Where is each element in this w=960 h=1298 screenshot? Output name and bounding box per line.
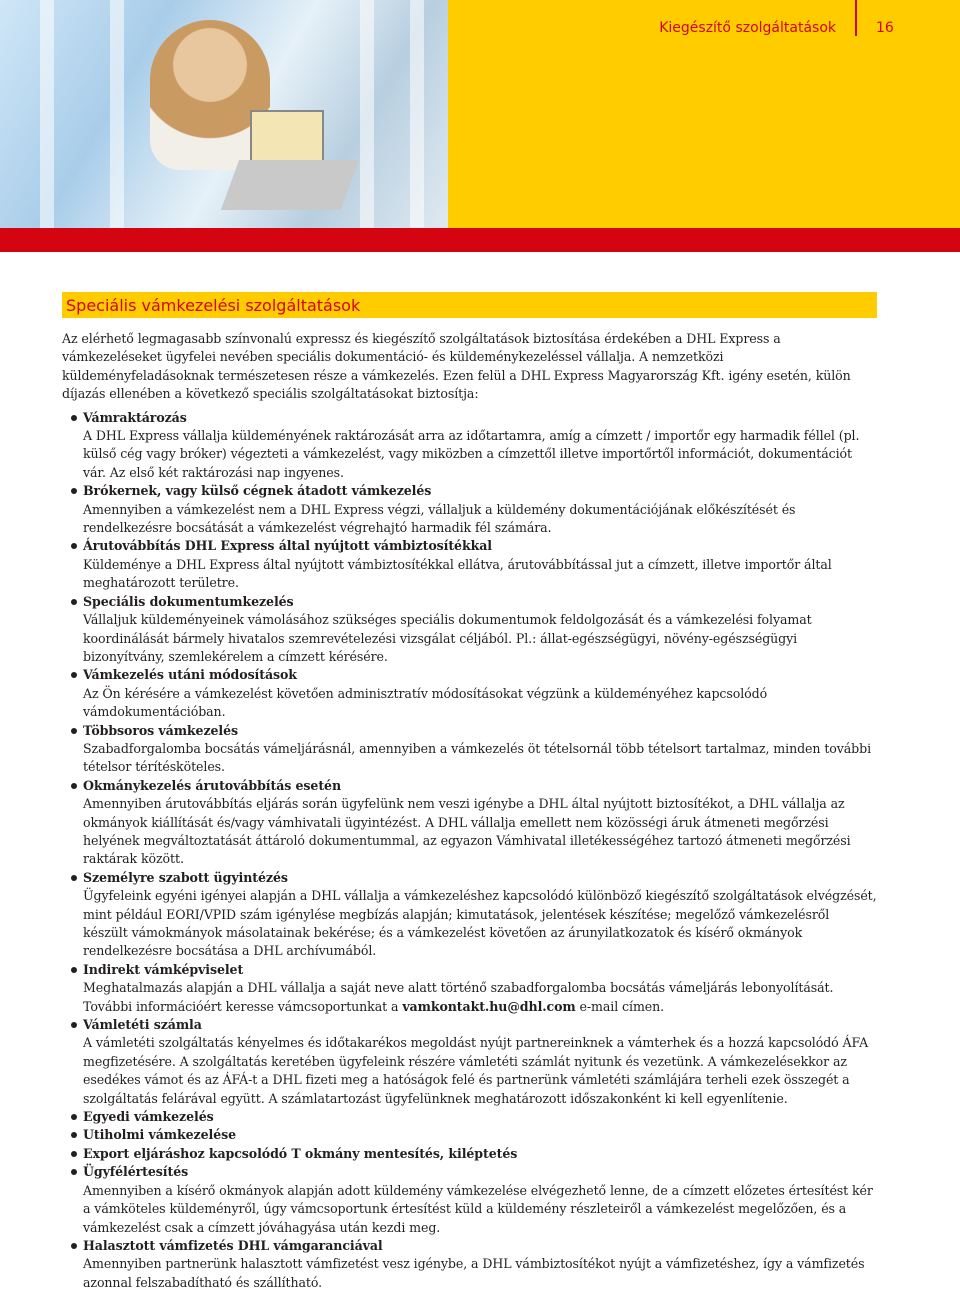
- list-item: [62, 869, 877, 961]
- bullet-icon: [71, 415, 77, 421]
- item-title: Vámkezelés utáni módosítások: [83, 667, 297, 683]
- page-number: 16: [876, 20, 894, 36]
- item-title: Speciális dokumentumkezelés: [83, 593, 294, 609]
- bullet-icon: [71, 488, 77, 494]
- laptop-base: [221, 160, 359, 210]
- bullet-icon: [71, 1169, 77, 1175]
- item-title: Indirekt vámképviselet: [83, 961, 244, 977]
- list-item: [62, 1145, 877, 1163]
- list-item: [62, 593, 877, 667]
- item-body: A vámletéti szolgáltatás kényelmes és időtakarékos megoldást nyújt partnereinknek a vámterhek és a hozzá kapcsolódó ÁFA megfizetésére. A szolgáltatás keretében ügyfeleink részére vámletéti számlát nyitunk és vezetünk. A vámkezelésekkor az esedékes vámot és az ÁFÁ-t a DHL fizeti meg a hatóságok felé és partnerünk vámletéti számlájára terheli ezek összegét a szolgáltatás felárával együtt. A számlatartozást ügyfelünknek meghatározott időszakonként ki kell egyenlítenie.: [83, 1035, 869, 1106]
- item-body: [83, 979, 877, 1016]
- item-body-text: Meghatalmazás alapján a DHL vállalja a saját neve alatt történő szabadforgalomba bocsátás vámeljárás lebonyolítását. További információért keresse vámcsoportunkat a: [83, 980, 834, 1014]
- item-title: Többsoros vámkezelés: [83, 722, 239, 738]
- window-frame: [40, 0, 54, 228]
- bullet-icon: [71, 1132, 77, 1138]
- list-item: [62, 1126, 877, 1144]
- item-title: Export eljáráshoz kapcsolódó T okmány mentesítés, kiléptetés: [83, 1145, 518, 1161]
- bullet-icon: [71, 543, 77, 549]
- list-item: [62, 722, 877, 777]
- bullet-icon: [71, 783, 77, 789]
- bullet-icon: [71, 875, 77, 881]
- item-body: Vállaljuk küldeményeinek vámolásához szükséges speciális dokumentumok feldolgozását és a vámkezelési folyamat koordinálását bármely hivatalos szemrevételezési vizsgálat céljából. Pl.: állat-egészségügyi, növény-egészségügyi bizonyítvány, szemlekérelem a címzett kérésére.: [83, 612, 812, 664]
- list-item: [62, 537, 877, 592]
- item-body: Amennyiben árutovábbítás eljárás során ügyfelünk nem veszi igénybe a DHL által nyújtott biztosítékot, a DHL vállalja az okmányok kiállítását és/vagy vámhivatali ügyintézést. A DHL vállalja emellett nem közösségi áruk átmeneti megőrzési helyének megváltoztatását áttároló dokumentummal, az egyazon Vámhivatal illetékességéhez tartozó átmeneti megőrzési raktárak között.: [83, 796, 851, 867]
- bullet-icon: [71, 728, 77, 734]
- list-item: [62, 777, 877, 869]
- item-body: Amennyiben a vámkezelést nem a DHL Express végzi, vállaljuk a küldemény dokumentációjának előkészítését és rendelkezésre bocsátását a vámkezelést végrehajtó harmadik fél számára.: [83, 501, 796, 536]
- item-title: Brókernek, vagy külső cégnek átadott vámkezelés: [83, 483, 432, 499]
- header-photo: [0, 0, 448, 228]
- item-body: Küldeménye a DHL Express által nyújtott vámbiztosítékkal ellátva, árutovábbítással jut a címzett, illetve importőr által meghatározott területre.: [83, 556, 832, 591]
- running-header-title: Kiegészítő szolgáltatások: [659, 20, 836, 36]
- bullet-icon: [71, 967, 77, 973]
- item-title: Árutovábbítás DHL Express által nyújtott vámbiztosítékkal: [83, 538, 492, 554]
- list-item: [62, 666, 877, 721]
- list-item: [62, 1237, 877, 1292]
- item-title: Személyre szabott ügyintézés: [83, 869, 288, 885]
- bullet-icon: [71, 1114, 77, 1120]
- item-body: Szabadforgalomba bocsátás vámeljárásnál, amennyiben a vámkezelés öt tételsornál több tételsort tartalmaz, minden további tételsor térítésköteles.: [83, 740, 872, 775]
- item-body: A DHL Express vállalja küldeményének raktározását arra az időtartamra, amíg a címzett / importőr egy harmadik féllel (pl. külső cég vagy bróker) végezteti a vámkezelést, vagy miközben a címzettől illetve importőrtől információt, dokumentációt vár. Az első két raktározási nap ingyenes.: [83, 428, 860, 480]
- window-frame: [110, 0, 124, 228]
- content-body: [62, 330, 877, 1292]
- item-title: Egyedi vámkezelés: [83, 1109, 214, 1125]
- item-body: Ügyfeleink egyéni igényei alapján a DHL vállalja a vámkezeléshez kapcsolódó különböző kiegészítő szolgáltatások elvégzését, mint például EORI/VPID szám igénylése megbízás alapján; kimutatások, jelentések készítése; megelőző vámkezelésről készült vámokmányok másolatainak bekérése; és a vámkezelést követően az árunyilatkozatok és kísérő okmányok rendelkezésre bocsátása a DHL archívumából.: [83, 888, 877, 959]
- item-title: Okmánykezelés árutovábbítás esetén: [83, 777, 342, 793]
- bullet-icon: [71, 672, 77, 678]
- section-title: Speciális vámkezelési szolgáltatások: [66, 296, 361, 315]
- item-title: Utiholmi vámkezelése: [83, 1127, 237, 1143]
- item-title: Ügyfélértesítés: [83, 1164, 189, 1180]
- item-body: Amennyiben a kísérő okmányok alapján adott küldemény vámkezelése elvégezhető lenne, de a címzett előzetes értesítést kér a vámköteles küldeményről, úgy vámcsoportunk értesítést küld a küldemény részleteiről a vámkezelést megelőzően, és a vámkezelést csak a címzett jóváhagyása után kezdi meg.: [83, 1182, 873, 1235]
- bullet-icon: [71, 1022, 77, 1028]
- bullet-icon: [71, 1243, 77, 1249]
- list-item: [62, 1016, 877, 1108]
- list-item: [62, 409, 877, 483]
- item-body: Az Ön kérésére a vámkezelést követően adminisztratív módosításokat végzünk a küldeményéhez kapcsolódó vámdokumentációban.: [83, 685, 768, 720]
- list-item: [62, 482, 877, 537]
- header-divider: [855, 0, 857, 36]
- window-frame: [360, 0, 374, 228]
- window-frame: [410, 0, 424, 228]
- item-title: Vámraktározás: [83, 409, 187, 425]
- intro-paragraph: Az elérhető legmagasabb színvonalú expressz és kiegészítő szolgáltatások biztosítása érdekében a DHL Express a vámkezeléseket ügyfelei nevében speciális dokumentáció- és küldeménykezeléssel vállalja. A nemzetközi küldeményfeladásoknak természetesen része a vámkezelés. Ezen felül a DHL Express Magyarország Kft. igény esetén, külön díjazás ellenében a következő speciális szolgáltatásokat biztosítja:: [62, 331, 851, 402]
- list-item: [62, 961, 877, 1016]
- item-body: Amennyiben partnerünk halasztott vámfizetést vesz igénybe, a DHL vámbiztosítékot nyújt a vámfizetéshez, így a vámfizetés azonnal felszabadítható és szállítható.: [83, 1256, 865, 1290]
- list-item: [62, 1163, 877, 1237]
- item-title: Halasztott vámfizetés DHL vámgaranciával: [83, 1237, 383, 1253]
- header-red-band: [0, 228, 960, 252]
- bullet-icon: [71, 599, 77, 605]
- section-title-bar: [62, 292, 877, 318]
- bullet-icon: [71, 1151, 77, 1157]
- email-link[interactable]: vamkontakt.hu@dhl.com: [402, 998, 576, 1014]
- item-title: Vámletéti számla: [83, 1017, 202, 1033]
- item-body-text-after: e-mail címen.: [575, 998, 665, 1014]
- list-item: [62, 1108, 877, 1126]
